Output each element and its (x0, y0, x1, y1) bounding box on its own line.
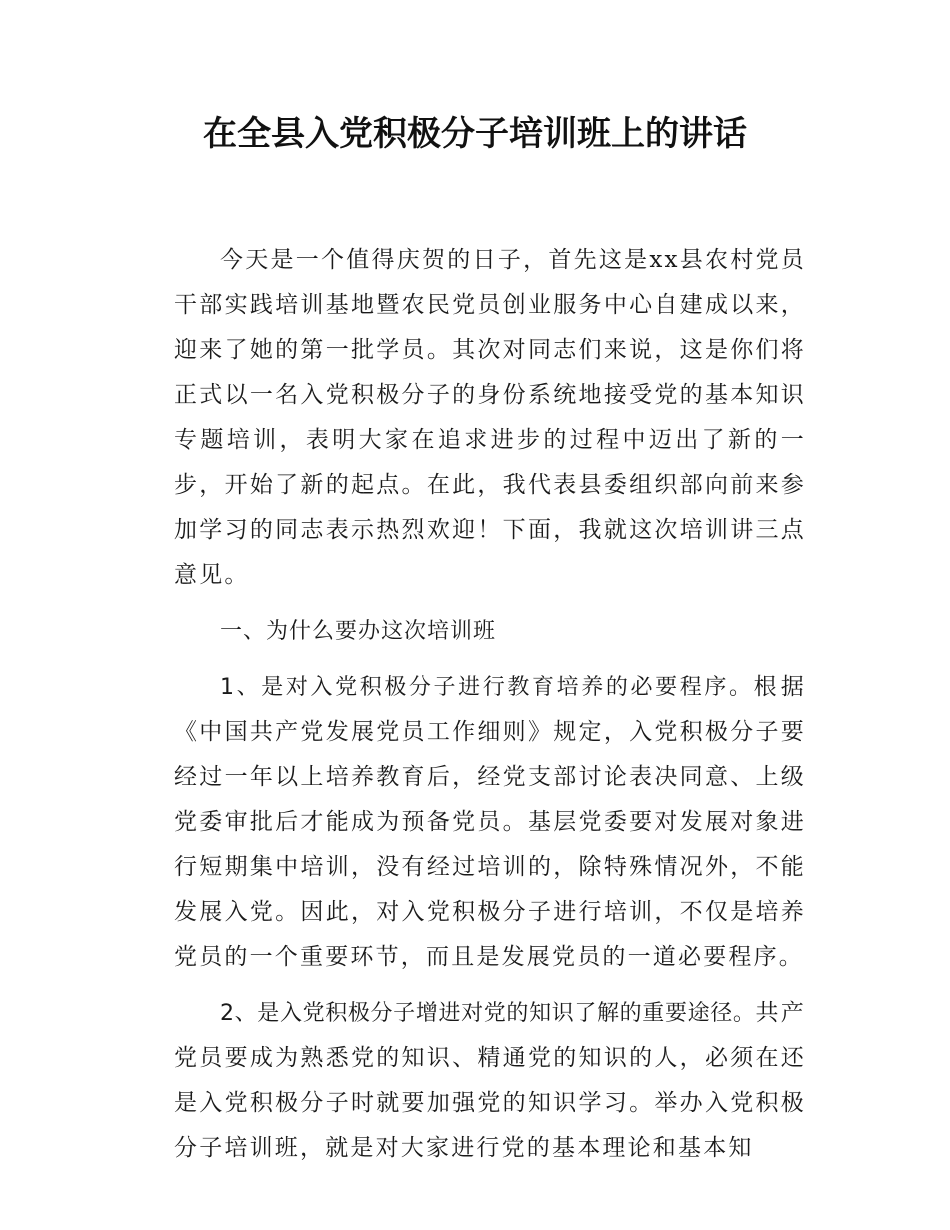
point-1-text: 根据《中国共产党发展党员工作细则》规定，入党积极分子要经过一年以上培养教育后，经党支部讨论表决同意、上级党委审批后才能成为预备党员。基层党委要对发展对象进行短期集中培训，没有经过培训的，除特殊情况外，不能发展入党。因此，对入党积极分子进行培训，不仅是培养党员的一个重要环节，而且是发展党员的一道必要程序。 (174, 674, 806, 970)
point-1-lead: 1、是对入党积极分子进行教育培养的必要程序。 (220, 675, 754, 700)
document-body (174, 238, 806, 1171)
point-1-paragraph (174, 665, 806, 980)
point-2-paragraph (174, 991, 806, 1171)
point-2-lead: 2、是入党积极分子增进对党的知识了解的重要途径。 (220, 1001, 756, 1026)
section-heading-1: 一、为什么要办这次培训班 (220, 619, 497, 644)
document-title: 在全县入党积极分子培训班上的讲话 (203, 114, 747, 154)
point-2-text: 共产党员要成为熟悉党的知识、精通党的知识的人，必须在还是入党积极分子时就要加强党的知识学习。举办入党积极分子培训班，就是对大家进行党的基本理论和基本知 (174, 1000, 806, 1161)
intro-paragraph: 今天是一个值得庆贺的日子，首先这是xx县农村党员干部实践培训基地暨农民党员创业服务中心自建成以来，迎来了她的第一批学员。其次对同志们来说，这是你们将正式以一名入党积极分子的身份系统地接受党的基本知识专题培训，表明大家在追求进步的过程中迈出了新的一步，开始了新的起点。在此，我代表县委组织部向前来参加学习的同志表示热烈欢迎！下面，我就这次培训讲三点意见。 (174, 247, 806, 588)
